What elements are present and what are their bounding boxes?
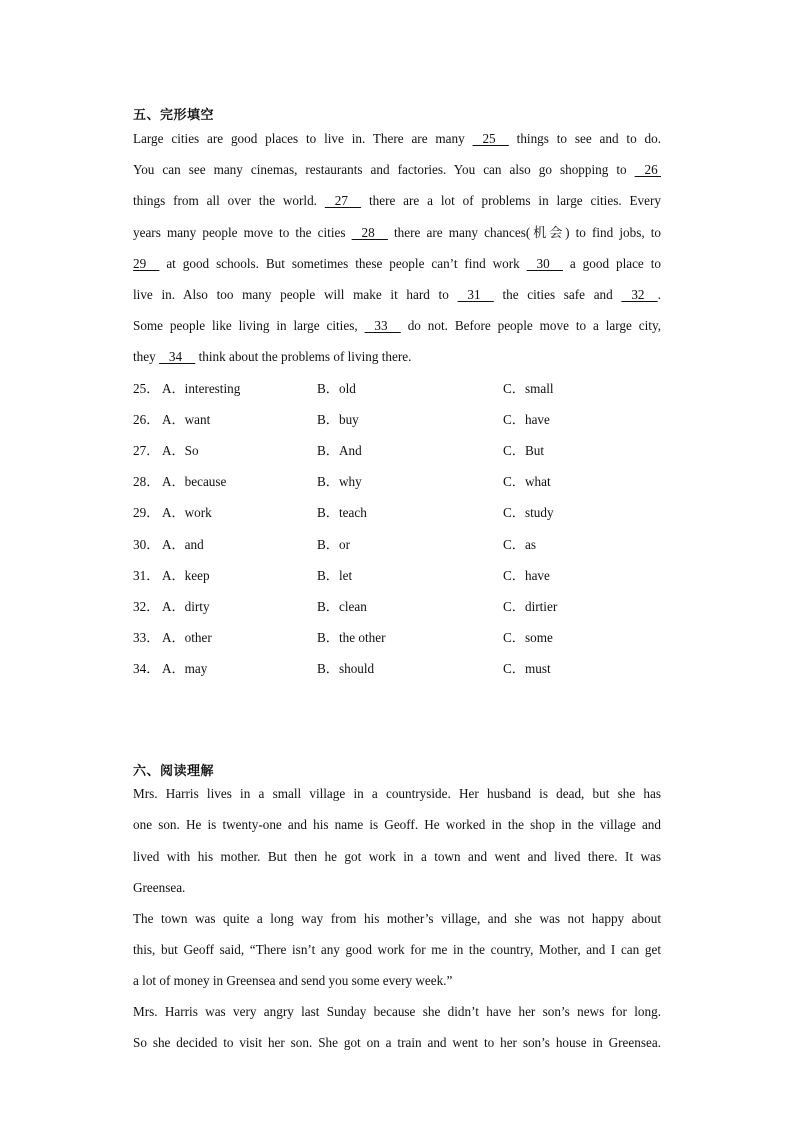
option-a: 26． A．want bbox=[133, 412, 211, 428]
option-b: B．old bbox=[317, 381, 356, 396]
option-b: B．the other bbox=[317, 629, 386, 645]
cloze-blank: 31 bbox=[457, 287, 494, 302]
cloze-line: live in. Also too many people will make it hard to 31 the cities safe and 32 . bbox=[133, 287, 661, 302]
option-a: 31． A．keep bbox=[133, 567, 210, 583]
option-a: 32． A．dirty bbox=[133, 598, 210, 614]
option-c: C．But bbox=[503, 443, 545, 459]
option-a: 27． A．So bbox=[133, 443, 199, 459]
option-c: C．study bbox=[503, 505, 554, 521]
option-c: C．must bbox=[503, 660, 551, 676]
option-row bbox=[133, 381, 661, 397]
option-b: B．teach bbox=[317, 505, 367, 521]
option-b: B．buy bbox=[317, 412, 359, 428]
option-b: B．let bbox=[317, 567, 353, 583]
reading-line: a lot of money in Greensea and send you some every week.” bbox=[133, 973, 453, 988]
option-c: C．small bbox=[503, 381, 554, 396]
cloze-blank: 25 bbox=[472, 131, 509, 146]
option-row bbox=[133, 661, 661, 677]
option-row bbox=[133, 568, 661, 584]
reading-line: Mrs. Harris was very angry last Sunday because she didn’t have her son’s news for long. bbox=[133, 1004, 661, 1019]
reading-line: The town was quite a long way from his mother’s village, and she was not happy about bbox=[133, 911, 661, 926]
reading-line: one son. He is twenty-one and his name is Geoff. He worked in the shop in the village and bbox=[133, 817, 661, 832]
option-row bbox=[133, 412, 661, 428]
reading-line: lived with his mother. But then he got work in a town and went and lived there. It was bbox=[133, 849, 661, 864]
option-b: B．or bbox=[317, 536, 350, 552]
option-row bbox=[133, 443, 661, 459]
option-c: C．as bbox=[503, 536, 536, 552]
cloze-blank: 34 bbox=[159, 349, 196, 364]
option-row bbox=[133, 537, 661, 553]
option-c: C．have bbox=[503, 412, 550, 428]
cloze-blank: 32 bbox=[621, 287, 658, 302]
option-row bbox=[133, 474, 661, 490]
option-row bbox=[133, 630, 661, 646]
cloze-blank: 30 bbox=[526, 256, 563, 271]
option-c: C．some bbox=[503, 629, 553, 645]
cloze-line: Some people like living in large cities, 33 do not. Before people move to a large city, bbox=[133, 318, 661, 333]
option-c: C．dirtier bbox=[503, 598, 558, 614]
option-a: 30． A．and bbox=[133, 536, 204, 552]
option-b: B．And bbox=[317, 443, 362, 459]
cloze-line: Large cities are good places to live in. There are many 25 things to see and to do. bbox=[133, 131, 661, 146]
reading-line: this, but Geoff said, “There isn’t any good work for me in the country, Mother, and I can get bbox=[133, 942, 661, 957]
option-a: 28． A．because bbox=[133, 474, 227, 490]
option-a: 33． A．other bbox=[133, 629, 212, 645]
option-a: 34． A．may bbox=[133, 660, 208, 676]
option-c: C．have bbox=[503, 567, 550, 583]
reading-heading: 六、阅读理解 bbox=[133, 764, 215, 779]
cloze-line: 29 at good schools. But sometimes these people can’t find work 30 a good place to bbox=[133, 256, 661, 271]
option-a: 29． A．work bbox=[133, 505, 212, 521]
cloze-line: You can see many cinemas, restaurants and factories. You can also go shopping to 26 bbox=[133, 162, 661, 177]
option-b: B．why bbox=[317, 474, 362, 490]
reading-line: Greensea. bbox=[133, 880, 186, 895]
cloze-blank: 26 bbox=[634, 162, 661, 177]
cloze-line: they 34 think about the problems of living there. bbox=[133, 349, 412, 364]
option-row bbox=[133, 599, 661, 615]
cloze-line: things from all over the world. 27 there are a lot of problems in large cities. Every bbox=[133, 193, 661, 208]
reading-line: So she decided to visit her son. She got on a train and went to her son’s house in Greensea. bbox=[133, 1035, 661, 1050]
cloze-blank: 33 bbox=[364, 318, 401, 333]
option-b: B．clean bbox=[317, 598, 367, 614]
option-row bbox=[133, 505, 661, 521]
cloze-blank: 27 bbox=[324, 193, 362, 208]
cloze-blank: 29 bbox=[133, 256, 160, 271]
cloze-blank: 28 bbox=[351, 225, 388, 240]
option-b: B．should bbox=[317, 660, 375, 676]
option-c: C．what bbox=[503, 474, 551, 490]
option-a: 25． A．interesting bbox=[133, 381, 241, 396]
reading-line: Mrs. Harris lives in a small village in a countryside. Her husband is dead, but she has bbox=[133, 786, 661, 801]
cloze-heading: 五、完形填空 bbox=[133, 108, 215, 123]
cloze-line: years many people move to the cities 28 there are many chances(机会) to find jobs, to bbox=[133, 225, 661, 240]
